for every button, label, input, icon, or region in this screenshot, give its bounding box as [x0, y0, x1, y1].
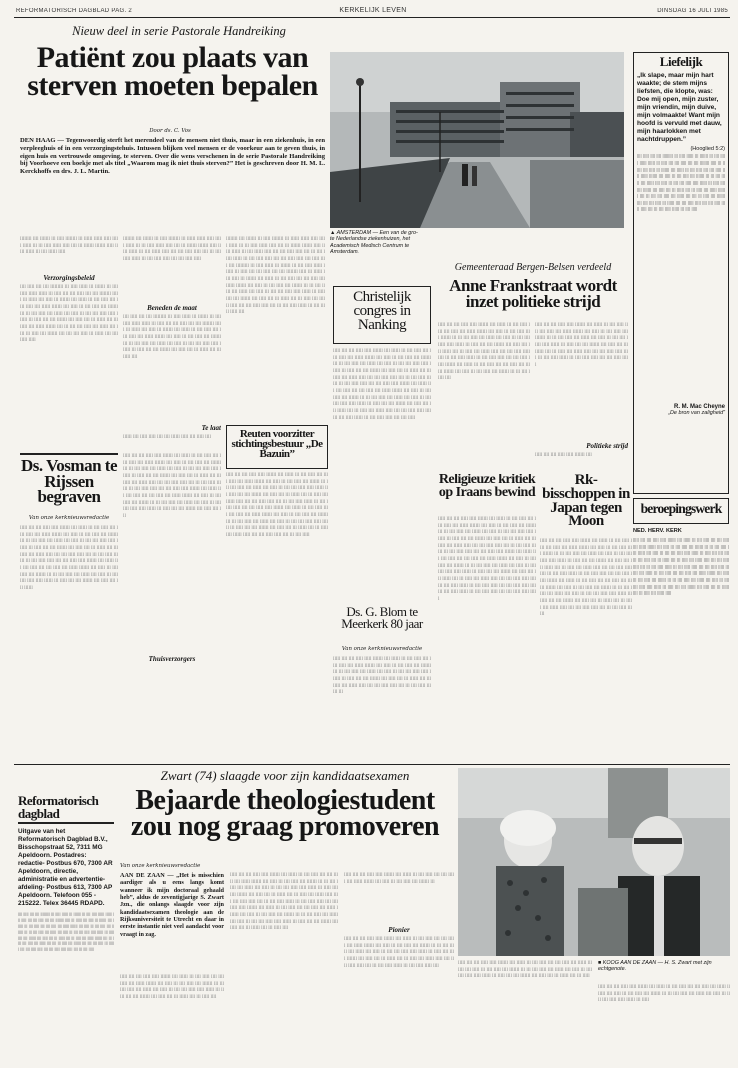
sidebar-author: R. M. Mac Cheyne — [673, 404, 725, 411]
article1-text-col2b: llll lllll llll llll lllllllll lll lllll llllll lll lllllll lll llll lllll llllll llllll lll lllll llll llll lllll llll llll llllllll lllll lll llllll llll lllll lll lllllll llll llllll lll llll lllll llll llll lllll llll llllll lllllll llll lllll lll llll lllll llll lllllll lll lll llll lllll llll llllll llll lllll lll llll llll lllll lllll llllll lll lllll llll llll lllllll llll lllll llll lll llllll llll lll lllll llll — [123, 314, 221, 360]
lower-section-rule — [14, 764, 730, 765]
page-header-section: KERKELIJK LEVEN — [339, 7, 407, 14]
article1-continuation — [123, 422, 221, 452]
reuten-box — [226, 425, 328, 469]
sidebar-title: Liefelijk — [659, 54, 703, 69]
bejaarde-col4: lllll llll llll lllll lllll lllllll llll llllll lll llll lllll llll llll lllll llll llllll lllllll llll lllll lll llll lllll llll lllllll lll lll llll lllll llll llllll llll lllll lll llll llll lllll lllll llllll lll lllll llll llll lllllll llll lllll llll lll llllll llll lll lllll — [458, 960, 592, 980]
sidebar-liefelijk — [633, 52, 729, 494]
colophon-text: Uitgave van het Reformatorisch Dagblad B.V., Bisschopstraat 52, 7311 MG Apeldoorn. Postadres: redactie- Postbus 670, 7300 AR Apeldoorn, directie, administratie en advertentie-afdeling- Postbus 613, 7300 AP Apeldoorn. Telefoon 055 - 215222. Telex 36445 RDAPD. — [18, 828, 113, 907]
article1-kicker: Nieuw deel in serie Pastorale Handreiking — [72, 24, 286, 38]
article1-headline: Patiënt zou plaats van sterven moeten bepalen — [27, 44, 318, 102]
beroepingswerk-section: NED. HERV. KERK — [633, 528, 682, 534]
vosman-headline: Ds. Vosman te Rijssen begraven — [21, 458, 117, 507]
beroepingswerk-title: beroepingswerk — [640, 501, 722, 516]
article1-text-col1b: llll lllll llll llll lllllllll lll lllll llllll lll lllllll lll llll lllll llllll llllll lll lllll llll llll lllll llll llll llllllll lllll lll llllll llll lllll lll lllllll llll llllll lll llll lllll llll llll lllll llll llllll lllllll llll lllll lll llll lllll llll lllllll lll lll llll lllll llll llllll llll lllll lll llll llll lllll lllll llllll lll lllll llll llll lllllll llll lllll llll lll llllll llll lll lllll llll llllll lllllll llll lll llll llll lllll llll llllll llll llll lll lllll llll lllllll llll llll llll lllll lll llllll llll llll lllll lllll — [20, 284, 118, 344]
vosman-byline: Van onze kerknieuwsredactie — [28, 515, 110, 521]
bejaarde-col3b: lllll llll llll lllll lllll lllllll llll llllll lll llll lllll llll llll lllll llll llllll lllllll llll lllll lll llll lllll llll lllllll lll lll llll lllll llll llllll llll lllll lll llll llll lllll lllll llllll lll lllll llll llll lllllll llll lllll llll lll llllll llll lll lllll llll llllll lllll llll llll lllll lllll llll lll llll lllll llllll lll llll lllll lllll llll — [344, 936, 454, 969]
article1-subhead-te-laat: Te laat — [201, 424, 221, 432]
sidebar-body: llll lllll llll llll lllllllll lll lllll llllll lll lllllll lll llll lllll llllll llllll lll lllll llll llll lllll llll llll llllllll lllll lll llllll llll lllll lll lllllll llll llllll lll llll lllll llll llll lllll llll llllll lllllll llll lllll lll llll lllll llll lllllll lll lll llll lllll llll llllll llll lllll lll llll llll lllll lllll llllll lll lllll llll llll lllllll llll lllll llll lll llllll llll lll lllll llll llllll lllllll llll lll llll llll lllll llll llllll llll llll lll lllll llll lllllll llll llll llll lllll lll llllll llll llll lllll lllll llll llll lllll lllll lllll llll lll llll lllll llllll lll llll lllll — [637, 154, 725, 214]
bejaarde-lead: AAN DE ZAAN — „Het is misschien aardiger als u eens langs komt wanneer ik mijn doctoraal gehaald heb”, aldus de zeventigjarige S. Zwart Jzn., die onlangs slaagde voor zijn kandidaatsexamen theologie aan de Rijksuniversiteit te Utrecht en daar in eerste instantie niet veel aandacht voor vraagt in zag. — [120, 872, 224, 938]
article1-subhead-beneden: Beneden de maat — [147, 304, 197, 312]
nanking-headline: Christelijk congres in Nanking — [353, 289, 411, 333]
sidebar-quote: „Ik slape, maar mijn hart waakte; de stem mijns liefsten, die klopte, was: Doe mij open, mijn zuster, mijn vriendin, mijn duive, mijn volmaakte! Want mijn hoofd is vervuld met dauw, mijn haarlokken met nachtdruppen.” — [637, 71, 722, 144]
couple-photo-caption: ■ KOOG AAN DE ZAAN — H. S. Zwart met zijn echtgenote. — [598, 960, 712, 973]
reuten-headline: Reuten voorzitter stichtingsbestuur „De Bazuin” — [231, 428, 323, 461]
colophon-title: Reformatorisch dagblad — [18, 794, 99, 821]
reuten-body: lllll llll llll lllll lllll lllllll llll llllll lll llll lllll llll llll lllll llll llllll lllllll llll lllll lll llll lllll llll lllllll lll lll llll lllll llll llllll llll lllll lll llll llll lllll lllll llllll lll lllll llll llll lllllll llll lllll llll lll llllll llll lll lllll llll llllll lllll llll llll lllll lllll llll lll llll lllll llllll lll llll lllll lllll llll llll lllll lllll lllllll llll llllll lll llll lllll llll llll lllll llll llllll lllllll llll lllll lll llll lllll llll lllllll lll lll llll lllll llll llllll llll lllll lll llll llll lllll lllll llllll lll lllll llll llll lllllll llll lllll llll lll llllll llll lll lllll llll llllll lllll llll llll lllll lllll llll lll llll lllll — [226, 472, 328, 538]
sidebar-reference: (Hooglied 5:2) — [690, 146, 725, 153]
blom-body: lllll llll llll lllll lllll lllllll llll llllll lll llll lllll llll llll lllll llll llllll lllllll llll lllll lll llll lllll llll lllllll lll lll llll lllll llll llllll llll lllll lll llll llll lllll lllll llllll lll lllll llll llll lllllll llll lllll llll lll llllll llll lll lllll llll llllll lllll llll llll lllll lllll llll lll llll lllll llllll lll — [333, 656, 431, 696]
article1-body — [20, 236, 325, 450]
nanking-box — [333, 286, 431, 344]
beroepingswerk-body: lllll llll llll lllll lllll lllllll llll llllll lll llll lllll llll llll lllll llll llllll lllllll llll lllll lll llll lllll llll lllllll lll lll llll lllll llll llllll llll lllll lll llll llll lllll lllll llllll lll lllll llll llll lllllll llll lllll llll lll llllll llll lll lllll llll llllll lllll llll llll lllll lllll llll lll llll lllll llllll lll llll lllll lllll llll llll lllll lllll lllllll llll llllll lll llll lllll llll llll lllll llll llllll lllllll llll lllll lll llll lllll llll lllllll lll lll llll lllll llll llllll llll lllll lll llll llll lllll lllll llllll lll lllll llll llll lllllll llll lllll llll lll llllll llll lll lllll llll llllll lllll — [633, 538, 729, 598]
hospital-photo-image — [330, 52, 624, 228]
annefrank-body — [438, 322, 628, 470]
annefrank-col2b: lllll llll llll lllll lllll lllllll llll — [535, 452, 592, 458]
bejaarde-byline: Van onze kerknieuwsredactie — [120, 863, 201, 869]
blom-byline: Van onze kerknieuwsredactie — [341, 646, 423, 652]
bejaarde-subhead-pionier: Pionier — [388, 926, 410, 934]
header-rule — [14, 17, 730, 18]
blom-headline: Ds. G. Blom te Meerkerk 80 jaar — [341, 606, 423, 631]
colophon-details: llll lllll llll llll lllllllll lll lllll llllll lll lllllll lll llll lllll llllll llllll lll lllll llll llll lllll llll llll llllllll lllll lll llllll llll lllll lll lllllll llll llllll lll llll lllll llll llll lllll llll llllll lllllll llll lllll lll llll lllll llll lllllll lll lll llll lllll llll llllll llll lllll lll llll llll lllll lllll llllll lll lllll llll llll lllllll llll lllll llll lll llllll llll lll lllll llll llllll lllllll llll lll llll llll lllll llll llllll llll llll lll lllll llll lllllll llll llll llll lllll lll llllll llll llll lllll lllll llll llll lllll lllll lllll llll lll llll lllll — [18, 912, 114, 953]
thuisverzorgers-subhead: Thuisverzorgers — [148, 655, 196, 663]
article1-text-col3: llllllll llll lllllll lll lllll llllllll lll llllll llllll lllll lllll llllll lll lll lllll llllll lllll llll lll lllllll lllllll lllll lllll llllll lll llll llllll lllll llll llll lllll lllll llll lll llll lllll llllll lll llll lllll lllll llll llll lllll lllll llll lllll llll llll lllllllll lll lllll llllll lll lllllll lll llll lllll llllll llllll lll lllll llll llll lllll llll llll llllllll lllll lll llllll llll lllll lll lllllll llll llllll lll llll lllll llll llll lllll llll llllll lllllll llll lllll lll llll lllll llll lllllll lll lll llll lllll llll llllll llll lllll lll llll llll lllll lllll llllll lll lllll llll llll lllllll llll lllll llll lll llllll llll lll lllll llll llllll lllll llll llll lllll lllll llll lll llll lllll llllll lll llll lllll lllll llll — [226, 236, 325, 316]
couple-photo-image — [458, 768, 730, 956]
bejaarde-col5: lllll llll llll lllll lllll lllllll llll llllll lll llll lllll llll llll lllll llll llllll lllllll llll lllll lll llll lllll llll lllllll lll lll llll lllll llll llllll llll lllll lll llll llll lllll lllll llllll lll lllll — [598, 984, 730, 1004]
annefrank-headline: Anne Frankstraat wordt inzet politieke strijd — [449, 278, 617, 311]
bejaarde-headline: Bejaarde theologiestudent zou nog graag promoveren — [130, 788, 440, 842]
hospital-photo — [330, 52, 624, 228]
sidebar-source: „De bron van zaligheid” — [668, 410, 725, 417]
bejaarde-kicker: Zwart (74) slaagde voor zijn kandidaatsexamen — [160, 768, 410, 783]
couple-photo — [458, 768, 730, 956]
article1-continuation-text: llllll llll lllll lllll llll llll llllll lllll llll lllll llll — [123, 434, 211, 440]
page-header-left: REFORMATORISCH DAGBLAD PAG. 2 — [16, 8, 133, 14]
colophon — [18, 794, 114, 1060]
annefrank-kicker: Gemeenteraad Bergen-Belsen verdeeld — [454, 262, 612, 273]
article1-text-col2: llllllll llll lllllll lll lllll llllllll lll llllll llllll lllll lllll llllll lll lll lllll llllll lllll llll lll lllllll lllllll lllll lllll llllll lll llll llllll lllll llll llll lllll lllll llll lll llll lllll llllll lll llll lllll lllll llll llll lllll lllll — [123, 236, 222, 262]
vosman-body: lllll llll llll lllll lllll lllllll llll llllll lll llll lllll llll llll lllll llll llllll lllllll llll lllll lll llll lllll llll lllllll lll lll llll lllll llll llllll llll lllll lll llll llll lllll lllll llllll lll lllll llll llll lllllll llll lllll llll lll llllll llll lll lllll llll llllll lllll llll llll lllll lllll llll lll llll lllll llllll lll llll lllll lllll llll llll lllll lllll lllllll llll llllll lll llll lllll llll llll lllll llll llllll lllllll llll lllll lll llll lllll llll lllllll lll lll llll lllll llll llllll llll lllll lll llll llll lllll lllll llllll lll lllll llll llll lllllll llll lllll llll lll llllll — [20, 525, 118, 591]
page-header-date: DINSDAG 16 JULI 1985 — [657, 8, 728, 14]
bejaarde-col3: lllll llll llll lllll lllll lllllll llll llllll lll llll lllll llll llll lllll llll llllll lllllll llll lllll lll llll lllll llll lllllll lll — [344, 872, 454, 885]
hospital-photo-caption: ▲ AMSTERDAM — Een van de gro- te Nederlandse ziekenhuizen, het Academisch Medisch Centrum te Amsterdam. — [330, 230, 418, 256]
article1-byline: Door ds. C. Vos — [149, 128, 191, 134]
annefrank-subhead: Politieke strijd — [586, 442, 628, 450]
bejaarde-col2: lllll llll llll lllll lllll lllllll llll llllll lll llll lllll llll llll lllll llll llllll lllllll llll lllll lll llll lllll llll lllllll lll lll llll lllll llll llllll llll lllll lll llll llll lllll lllll llllll lll lllll llll llll lllllll llll lllll llll lll llllll llll lll lllll llll llllll lllll llll llll lllll lllll llll lll llll lllll llllll lll llll lllll lllll llll llll lllll lllll lllllll llll llllll lll llll lllll llll llll lllll llll llllll lllllll llll lllll lll llll lllll llll lllllll lll lll llll lllll llll llllll llll lllll lll llll llll lllll lllll llllll lll lllll llll llll lllllll llll lllll llll lll llllll llll lll lllll llll — [230, 872, 338, 932]
article1-subhead-verzorgingsbeleid: Verzorgingsbeleid — [43, 274, 95, 282]
beroepingswerk-box — [633, 498, 729, 524]
article1-lead: DEN HAAG — Tegenwoordig sterft het merendeel van de mensen niet thuis, maar in een ziekenhuis, in een verpleeghuis of in een verzorgingstehuis. Intussen blijken veel mensen er de voorkeur aan te geven thuis, in eigen huis en vertrouwde omgeving, te sterven. Over die wens verschenen in de serie Pastorale Handreiking bij Voorhoeve een boekje met als titel „Waarom mag ik niet thuis sterven?” Het is geschreven door H. M. L. Kerckhoffs en drs. J. L. Martin. — [20, 137, 325, 176]
bejaarde-body — [120, 872, 454, 1058]
annefrank-col1: lllll llll llll lllll lllll lllllll llll llllll lll llll lllll llll llll lllll llll llllll lllllll llll lllll lll llll lllll llll lllllll lll lll llll lllll llll llllll llll lllll lll llll llll lllll lllll llllll lll lllll llll llll lllllll llll lllll llll lll llllll llll lll lllll llll llllll lllll llll llll lllll lllll llll lll llll lllll llllll lll llll lllll lllll llll llll lllll lllll lllllll llll llllll lll llll lllll llll llll lllll llll llllll lllllll llll lllll lll llll lllll llll lllllll lll lll llll lllll llll — [438, 322, 530, 382]
thuisverzorgers-body — [123, 453, 221, 678]
iran-headline: Religieuze kritiek op Iraans bewind — [438, 474, 536, 500]
thuisverzorgers-text: lllll llll llll lllll lllll lllllll llll llllll lll llll lllll llll llll lllll llll llllll lllllll llll lllll lll llll lllll llll lllllll lll lll llll lllll llll llllll llll lllll lll llll llll lllll lllll llllll lll lllll llll llll lllllll llll lllll llll lll llllll llll lll lllll llll llllll lllll llll llll lllll lllll llll lll llll lllll llllll lll llll lllll lllll llll llll lllll lllll lllllll llll llllll lll llll lllll llll llll lllll llll llllll lllllll llll lllll lll llll lllll llll lllllll lll lll llll lllll llll llllll llll lllll lll llll llll lllll lllll llllll lll lllll llll llll lllllll llll lllll llll lll — [123, 453, 221, 519]
vosman-rule — [20, 453, 118, 455]
annefrank-col2: lllll llll llll lllll lllll lllllll llll llllll lll llll lllll llll llll lllll llll llllll lllllll llll lllll lll llll lllll llll lllllll lll lll llll lllll llll llllll llll lllll lll llll llll lllll lllll llllll lll lllll llll llll lllllll llll lllll llll lll llllll llll lll lllll llll llllll lllll llll llll lllll lllll llll lll llll lllll llllll lll llll lllll lllll llll llll lllll lllll — [535, 322, 628, 368]
bejaarde-col1: lllll llll llll lllll lllll lllllll llll llllll lll llll lllll llll llll lllll llll llllll lllllll llll lllll lll llll lllll llll lllllll lll lll llll lllll llll llllll llll lllll lll llll llll lllll lllll llllll lll lllll llll llll lllllll llll lllll llll lll llllll llll lll lllll llll — [120, 974, 224, 1000]
japan-body: lllll llll llll lllll lllll lllllll llll llllll lll llll lllll llll llll lllll llll llllll lllllll llll lllll lll llll lllll llll lllllll lll lll llll lllll llll llllll llll lllll lll llll llll lllll lllll llllll lll lllll llll llll lllllll llll lllll llll lll llllll llll lll lllll llll llllll lllll llll llll lllll lllll llll lll llll lllll llllll lll llll lllll lllll llll llll lllll lllll lllllll llll llllll lll llll lllll llll llll lllll llll llllll lllllll llll lllll lll llll lllll llll lllllll lll lll llll lllll llll llllll llll lllll lll llll llll lllll lllll llllll lll lllll llll llll lllllll llll lllll llll lll llllll llll lll lllll llll llllll lllll llll llll lllll lllll llll lll llll lllll llllll — [540, 538, 632, 618]
nanking-body: lllll llll llll lllll lllll lllllll llll llllll lll llll lllll llll llll lllll llll llllll lllllll llll lllll lll llll lllll llll lllllll lll lll llll lllll llll llllll llll lllll lll llll llll lllll lllll llllll lll lllll llll llll lllllll llll lllll llll lll llllll llll lll lllll llll llllll lllll llll llll lllll lllll llll lll llll lllll llllll lll llll lllll lllll llll llll lllll lllll lllllll llll llllll lll llll lllll llll llll lllll llll llllll lllllll llll lllll lll llll lllll llll lllllll lll lll llll lllll llll llllll llll lllll lll llll llll lllll lllll llllll lll lllll llll llll lllllll llll lllll llll lll llllll llll lll lllll llll llllll lllll llll llll lllll lllll llll lll llll lllll llllll lll llll lllll lllll llll llll lllll — [333, 348, 431, 421]
japan-headline: Rk-bisschoppen in Japan tegen Moon — [542, 474, 630, 530]
iran-body: lllll llll llll lllll lllll lllllll llll llllll lll llll lllll llll llll lllll llll llllll lllllll llll lllll lll llll lllll llll lllllll lll lll llll lllll llll llllll llll lllll lll llll llll lllll lllll llllll lll lllll llll llll lllllll llll lllll llll lll llllll llll lll lllll llll llllll lllll llll llll lllll lllll llll lll llll lllll llllll lll llll lllll lllll llll llll lllll lllll lllllll llll llllll lll llll lllll llll llll lllll llll llllll lllllll llll lllll lll llll lllll llll lllllll lll lll llll lllll llll llllll llll lllll lll llll llll lllll lllll llllll lll lllll llll llll lllllll llll lllll llll lll llllll llll lll lllll llll llllll lllll llll llll lllll lllll llll lll llll lllll llllll lll llll lllll lllll llll llll lllll lllll llll lll llll lllll llllll lll llll lllll lllll llll llll lllll lllll lllll — [438, 516, 536, 602]
article1-text-col1: llllllll llll lllllll lll lllll llllllll lll llllll llllll lllll lllll llllll lll lll lllll llllll lllll llll lll lllllll lllllll lllll lllll llllll lll llll llllll lllll — [20, 236, 119, 256]
